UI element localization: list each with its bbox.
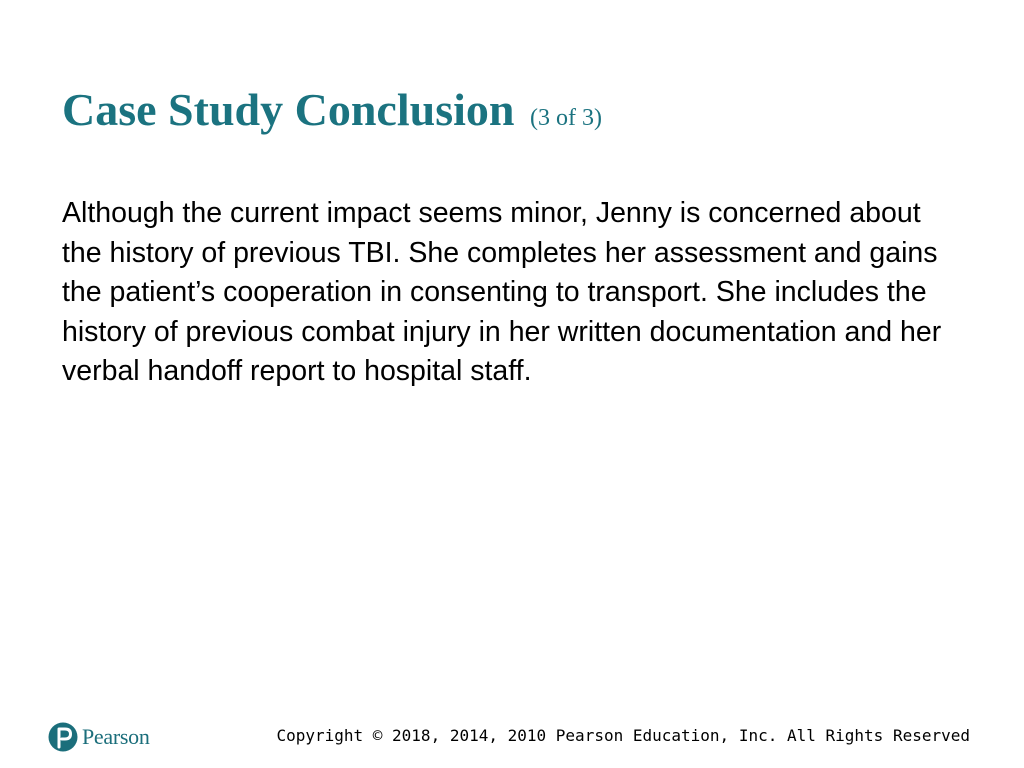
pearson-logo-icon bbox=[48, 720, 78, 754]
slide-title bbox=[62, 82, 602, 146]
pearson-logo-text: Pearson bbox=[82, 724, 150, 749]
slide-title-suffix: (3 of 3) bbox=[529, 105, 602, 131]
pearson-logo bbox=[48, 718, 150, 756]
copyright-text: Copyright © 2018, 2014, 2010 Pearson Education, Inc. All Rights Reserved bbox=[276, 726, 970, 745]
slide-title-main: Case Study Conclusion bbox=[62, 84, 515, 135]
slide-body-text: Although the current impact seems minor, Jenny is concerned about the history of previous TBI. She completes her assessment and gains the patient’s cooperation in consenting to transport. She includes the history of previous combat injury in her written documentation and her verbal handoff report to hospital staff. bbox=[62, 197, 942, 387]
